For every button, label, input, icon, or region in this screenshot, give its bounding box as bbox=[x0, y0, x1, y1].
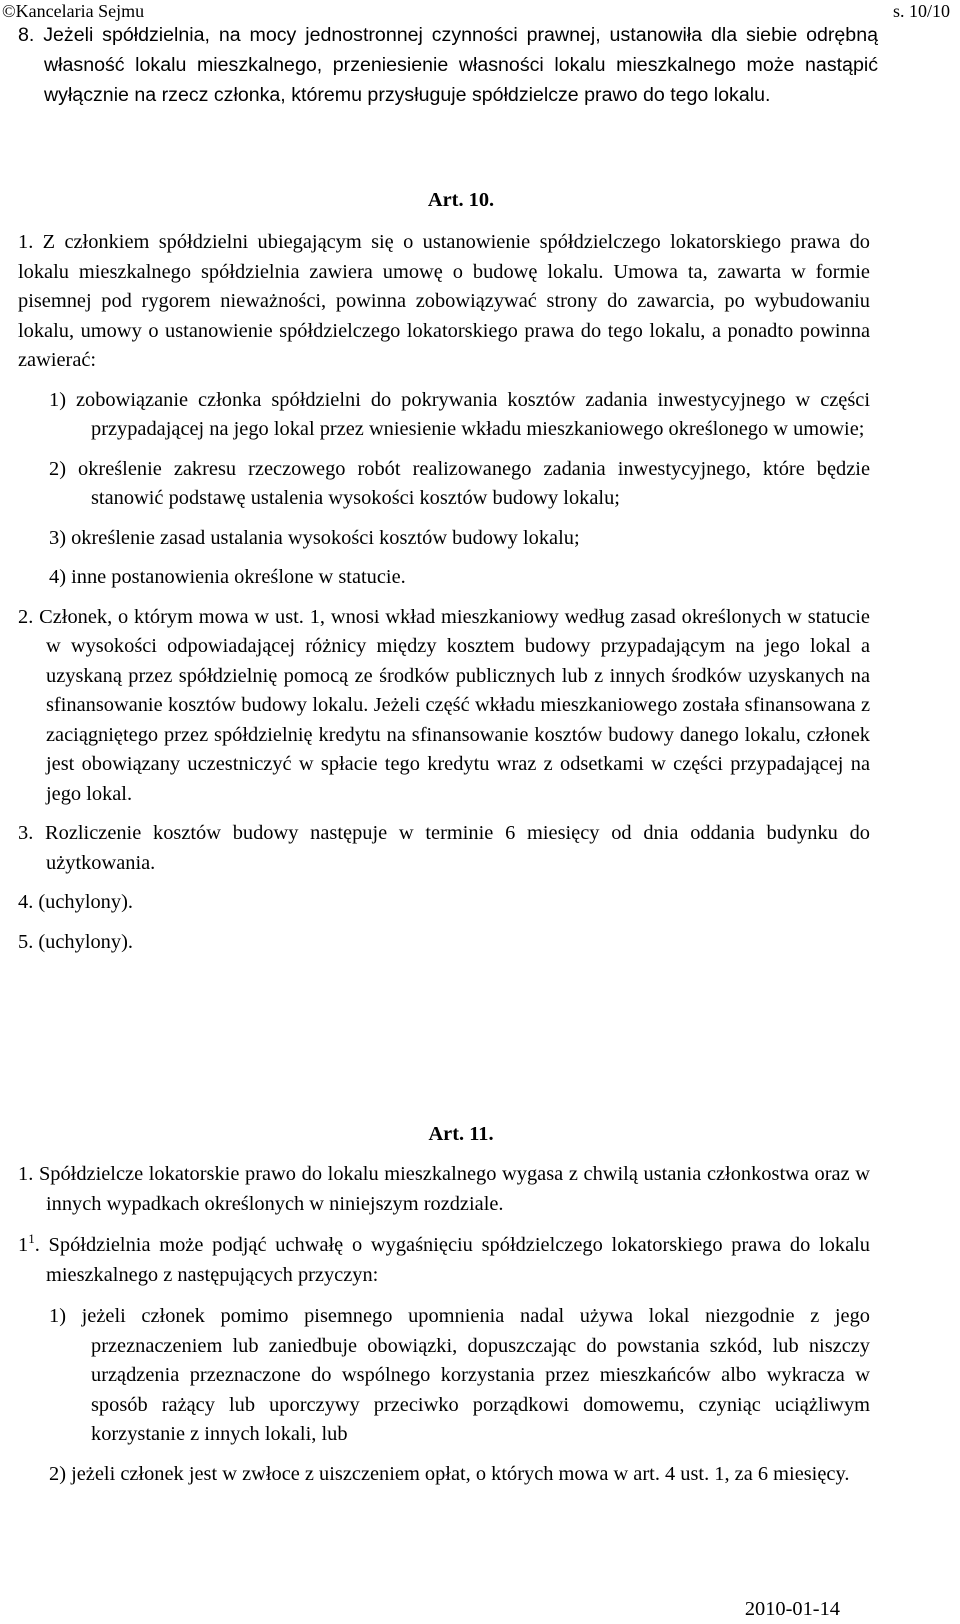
article-10-para-2: 2. Członek, o którym mowa w ust. 1, wnosi wkład mieszkaniowy według zasad określonych w statucie w wysokości odpowiadającej różnicy między kosztem budowy przypadającym na jego lokal a uzyskaną przez spółdzielnię pomocą ze środków publicznych lub z innych środków uzyskanych na sfinansowanie kosztów budowy lokalu. Jeżeli część wkładu mieszkaniowego została sfinansowana z zaciągniętego przez spółdzielnię kredytu na sfinansowanie kosztów budowy danego lokalu, członek jest obowiązany uczestniczyć w spłacie tego kredytu wraz z odsetkami w części przypadającej na jego lokal. bbox=[18, 605, 870, 805]
paragraph-8 bbox=[18, 20, 878, 110]
header-page-number: s. 10/10 bbox=[892, 1, 950, 21]
article-10-item-3: 3) określenie zasad ustalania wysokości kosztów budowy lokalu; bbox=[49, 526, 580, 549]
article-10-item-2: 2) określenie zakresu rzeczowego robót realizowanego zadania inwestycyjnego, które będzie stanowić podstawę ustalenia wysokości kosztów budowy lokalu; bbox=[49, 457, 870, 509]
article-11-para-1-1-number: 1 bbox=[18, 1234, 29, 1256]
article-10-para-1: 1. Z członkiem spółdzielni ubiegającym się o ustanowienie spółdzielczego lokatorskiego prawa do lokalu mieszkalnego spółdzielnia zawiera umowę o budowę lokalu. Umowa ta, zawarta w formie pisemnej pod rygorem nieważności, powinna zobowiązywać strony do zawarcia, po wybudowaniu lokalu, umowy o ustanowienie spółdzielczego lokatorskiego prawa do tego lokalu, a ponadto powinna zawierać: bbox=[18, 231, 870, 371]
article-11-para-1-1-superscript: 1 bbox=[28, 1231, 35, 1247]
article-10-item-1: 1) zobowiązanie członka spółdzielni do pokrywania kosztów zadania inwestycyjnego w części przypadającej na jego lokal przez wniesienie wkładu mieszkaniowego określonego w umowie; bbox=[49, 388, 870, 440]
footer-date: 2010-01-14 bbox=[744, 1598, 840, 1620]
article-11-para-1: 1. Spółdzielcze lokatorskie prawo do lokalu mieszkalnego wygasa z chwilą ustania członkostwa oraz w innych wypadkach określonych w niniejszym rozdziale. bbox=[18, 1163, 870, 1215]
article-10-para-3: 3. Rozliczenie kosztów budowy następuje w terminie 6 miesięcy od dnia oddania budynku do użytkowania. bbox=[18, 822, 870, 874]
article-10-body bbox=[18, 228, 870, 957]
article-11-body bbox=[18, 1160, 870, 1489]
article-10-item-4: 4) inne postanowienia określone w statucie. bbox=[49, 566, 406, 588]
header-source: ©Kancelaria Sejmu bbox=[2, 1, 145, 21]
article-10-heading: Art. 10. bbox=[427, 189, 495, 211]
article-11-heading: Art. 11. bbox=[428, 1123, 494, 1145]
article-11-para-1-1-text: . Spółdzielnia może podjąć uchwałę o wygaśnięciu spółdzielczego lokatorskiego prawa do lokalu mieszkalnego z następujących przyczyn: bbox=[34, 1234, 870, 1286]
article-10-para-5: 5. (uchylony). bbox=[18, 930, 133, 953]
article-10-para-4: 4. (uchylony). bbox=[18, 891, 133, 913]
article-11-para-1-1 bbox=[18, 1231, 870, 1290]
article-11-item-1: 1) jeżeli członek pomimo pisemnego upomnienia nadal używa lokal niezgodnie z jego przeznaczeniem lub zaniedbuje obowiązki, dopuszczając do powstania szkód, lub niszczy urządzenia przeznaczone do wspólnego korzystania przez mieszkańców albo wykracza w sposób rażący lub uporczywy przeciwko porządkowi domowemu, czyniąc uciążliwym korzystanie z innych lokali, lub bbox=[49, 1305, 870, 1445]
article-11-item-2: 2) jeżeli członek jest w zwłoce z uiszczeniem opłat, o których mowa w art. 4 ust. 1, za 6 miesięcy. bbox=[49, 1462, 850, 1485]
paragraph-8-text: 8. Jeżeli spółdzielnia, na mocy jednostronnej czynności prawnej, ustanowiła dla siebie odrębną własność lokalu mieszkalnego, przeniesienie własności lokalu mieszkalnego może nastąpić wyłącznie na rzecz członka, któremu przysługuje spółdzielcze prawo do tego lokalu. bbox=[18, 24, 878, 106]
